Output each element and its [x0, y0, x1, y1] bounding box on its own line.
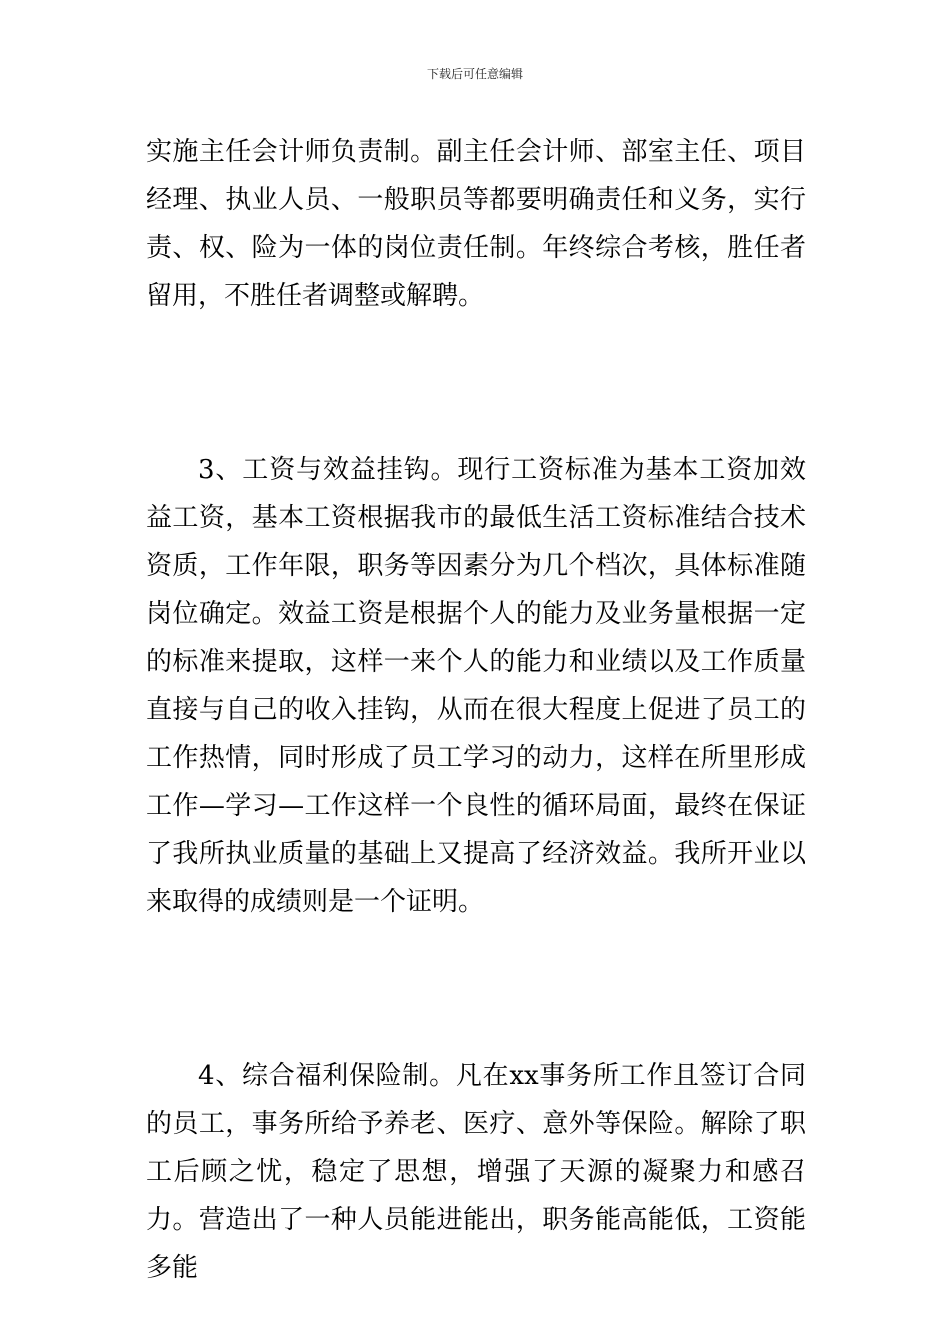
paragraph-responsibility-system: 实施主任会计师负责制。副主任会计师、部室主任、项目经理、执业人员、一般职员等都要明确责任和义务，实行责、权、险为一体的岗位责任制。年终综合考核，胜任者留用，不胜任者调整或解聘。 — [146, 137, 806, 311]
page-header: 下载后可任意编辑 — [426, 67, 523, 81]
document-body — [146, 128, 806, 1292]
paragraph-spacer — [146, 926, 806, 1052]
paragraph-spacer — [146, 320, 806, 446]
paragraph-salary-performance: 3、工资与效益挂钩。现行工资标准为基本工资加效益工资，基本工资根据我市的最低生活工资标准结合技术资质，工作年限，职务等因素分为几个档次，具体标准随岗位确定。效益工资是根据个人的能力及业务量根据一定的标准来提取，这样一来个人的能力和业绩以及工作质量直接与自己的收入挂钩，从而在很大程度上促进了员工的工作热情，同时形成了员工学习的动力，这样在所里形成工作—学习—工作这样一个良性的循环局面，最终在保证了我所执业质量的基础上又提高了经济效益。我所开业以来取得的成绩则是一个证明。 — [146, 455, 806, 917]
paragraph-welfare-insurance: 4、综合福利保险制。凡在xx事务所工作且签订合同的员工，事务所给予养老、医疗、意外等保险。解除了职工后顾之忧，稳定了思想，增强了天源的凝聚力和感召力。营造出了一种人员能进能出，职务能高能低，工资能多能 — [146, 1061, 806, 1283]
